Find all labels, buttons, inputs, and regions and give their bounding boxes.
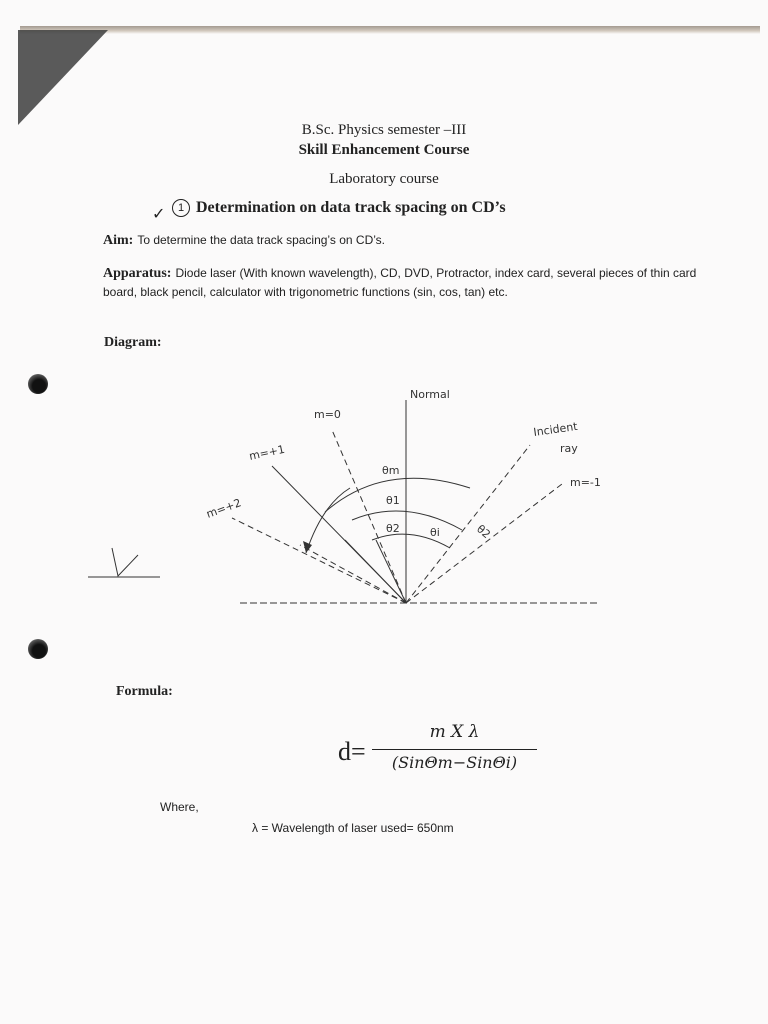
course-name: Skill Enhancement Course [298, 142, 470, 158]
m-plus2-label: m=+2 [204, 496, 244, 521]
m0-label: m=0 [314, 408, 341, 421]
diffraction-diagram [0, 370, 768, 640]
lower-left-ray [300, 545, 406, 603]
experiment-title [172, 199, 506, 217]
incident-label: Incident [532, 419, 579, 439]
theta-i-label: θi [430, 526, 440, 539]
folded-corner [18, 30, 108, 125]
experiment-title-text: Determination on data track spacing on CD’s [196, 199, 506, 216]
theta-m-label: θm [382, 464, 400, 477]
normal-label: Normal [410, 388, 450, 401]
m-plus2-ray [232, 518, 406, 603]
inner-ray-1 [345, 540, 406, 603]
theta-2-right-label: θ2 [474, 522, 493, 542]
theta-1-label: θ1 [386, 494, 400, 507]
formula-lhs: d= [338, 737, 366, 766]
ray-label: ray [560, 442, 578, 455]
m-minus1-label: m=-1 [570, 476, 601, 489]
formula-numerator: m X λ [429, 722, 480, 742]
m-minus1-ray [406, 484, 562, 603]
apparatus-label: Apparatus: [103, 266, 172, 281]
aim-text: To determine the data track spacing’s on CD’s. [137, 233, 386, 247]
apparatus-section [103, 264, 723, 301]
aim-section [103, 231, 385, 249]
apparatus-text: Diode laser (With known wavelength), CD, DVD, Protractor, index card, several pieces of thin card board, black pencil, calculator with trigonometric functions (sin, cos, tan) etc. [103, 266, 697, 299]
m0-ray [332, 430, 406, 603]
paper-top-edge [20, 26, 760, 34]
check-mark-icon: ✓ [152, 204, 166, 223]
formula-fraction [372, 722, 537, 772]
formula-label: Formula: [116, 684, 173, 699]
punch-hole-bottom [28, 639, 48, 659]
incident-ray [406, 445, 530, 603]
theta-1-arc [352, 511, 462, 530]
experiment-number: 1 [172, 199, 190, 217]
margin-scribble [112, 548, 138, 576]
diagram-label: Diagram: [104, 335, 162, 350]
where-label: Where, [160, 800, 199, 814]
fraction-bar [372, 749, 537, 750]
wavelength-definition: λ = Wavelength of laser used= 650nm [252, 821, 454, 835]
reflection-arrow-head [303, 541, 312, 553]
inner-ray-2 [376, 540, 406, 603]
course-semester: B.Sc. Physics semester –III [301, 122, 467, 138]
m-plus1-label: m=+1 [247, 442, 286, 463]
theta-2-label: θ2 [386, 522, 400, 535]
lab-course: Laboratory course [329, 171, 439, 187]
aim-label: Aim: [103, 233, 134, 248]
formula-denominator: (SinΘm−SinΘi) [391, 753, 518, 772]
